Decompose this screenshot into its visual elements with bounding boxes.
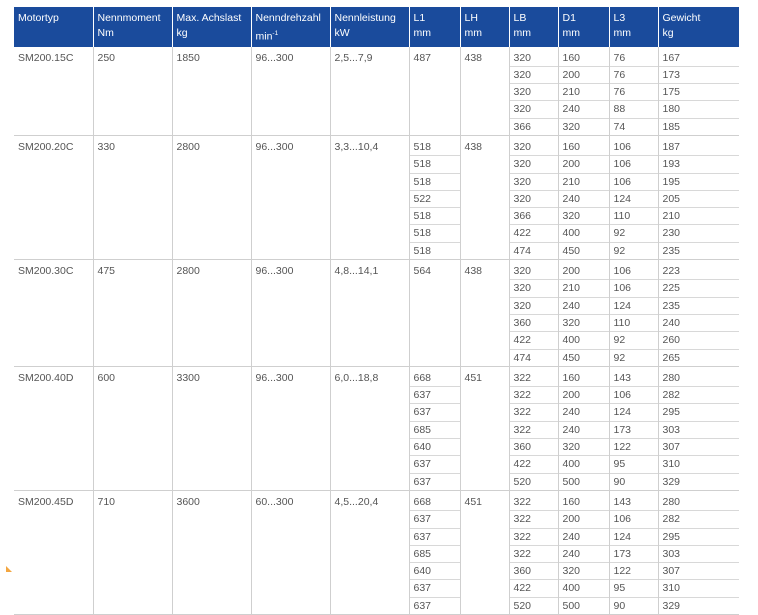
- cell-value: 180: [659, 100, 740, 117]
- cell-value: 90: [610, 597, 658, 614]
- cell-value: 307: [659, 438, 740, 455]
- cell-value: 92: [610, 331, 658, 348]
- cell-value: 124: [610, 403, 658, 420]
- cell-value: 668: [413, 495, 432, 508]
- cell-value: 160: [562, 371, 581, 384]
- cell-value: 106: [610, 279, 658, 296]
- cell-value: 225: [659, 279, 740, 296]
- cell-value: 240: [559, 528, 609, 545]
- cell-value: 320: [510, 279, 558, 296]
- cell-power: 4,5...20,4: [330, 490, 409, 614]
- cell-value: 210: [559, 173, 609, 190]
- column-header-label: D1: [562, 12, 576, 24]
- cell-value: 500: [559, 597, 609, 614]
- cell-weight: [658, 135, 739, 259]
- cell-lh: [460, 135, 509, 259]
- cell-value: 160: [562, 140, 581, 153]
- cell-value: 322: [510, 421, 558, 438]
- column-header-unit: [335, 26, 405, 41]
- column-header-label: Nennmoment: [97, 12, 161, 24]
- cell-value: 320: [510, 83, 558, 100]
- cell-power: 4,8...14,1: [330, 260, 409, 367]
- cell-value: 438: [464, 265, 483, 278]
- cell-value: 160: [562, 495, 581, 508]
- cell-value: 320: [559, 562, 609, 579]
- cell-value: 322: [513, 371, 532, 384]
- cell-value: 260: [659, 331, 740, 348]
- cell-value: 310: [659, 579, 740, 596]
- cell-value: 422: [510, 224, 558, 241]
- cell-value: 637: [410, 579, 460, 596]
- cell-torque: 710: [93, 490, 172, 614]
- cell-value: 143: [613, 495, 632, 508]
- table-row: [14, 366, 739, 490]
- cell-value: 235: [659, 297, 740, 314]
- cell-value: 106: [613, 140, 632, 153]
- cell-torque: 475: [93, 260, 172, 367]
- cell-type: SM200.15C: [14, 47, 93, 136]
- motor-spec-table: [14, 7, 739, 615]
- cell-value: 360: [510, 314, 558, 331]
- cell-l3: [609, 135, 658, 259]
- corner-marker-icon: [6, 566, 12, 572]
- column-header: [558, 7, 609, 47]
- cell-value: 400: [559, 579, 609, 596]
- cell-l1: [409, 366, 460, 490]
- cell-l3: [609, 260, 658, 367]
- cell-value: 320: [513, 140, 532, 153]
- cell-value: 193: [659, 155, 740, 172]
- cell-value: 90: [610, 473, 658, 490]
- column-header-label: Gewicht: [662, 12, 701, 24]
- cell-value: 210: [659, 207, 740, 224]
- cell-value: 210: [559, 83, 609, 100]
- cell-value: 322: [510, 386, 558, 403]
- column-header-label: Nennleistung: [334, 12, 396, 24]
- cell-lb: [509, 135, 558, 259]
- unit-text: mm: [613, 27, 631, 39]
- cell-value: 320: [510, 66, 558, 83]
- cell-value: 106: [613, 265, 632, 278]
- cell-value: 360: [510, 438, 558, 455]
- cell-value: 640: [410, 562, 460, 579]
- cell-value: 167: [662, 51, 681, 64]
- cell-speed: 96...300: [251, 47, 330, 136]
- cell-weight: [658, 260, 739, 367]
- table-row: [14, 47, 739, 136]
- column-header-unit: [414, 26, 456, 41]
- cell-value: 329: [659, 473, 740, 490]
- cell-value: 520: [510, 473, 558, 490]
- cell-value: 320: [559, 118, 609, 135]
- cell-weight: [658, 47, 739, 136]
- column-header: [93, 7, 172, 47]
- column-header: [172, 7, 251, 47]
- cell-value: 518: [410, 224, 460, 241]
- column-header: [409, 7, 460, 47]
- cell-value: 564: [413, 265, 432, 278]
- unit-text: kg: [176, 27, 188, 39]
- cell-value: 668: [413, 371, 432, 384]
- cell-value: 518: [410, 155, 460, 172]
- column-header-unit: [514, 26, 554, 41]
- unit-text: kg: [662, 27, 674, 39]
- cell-value: 320: [513, 51, 532, 64]
- column-header-label: Motortyp: [18, 12, 59, 24]
- cell-speed: 96...300: [251, 260, 330, 367]
- table-row: [14, 490, 739, 614]
- cell-d1: [558, 366, 609, 490]
- cell-value: 422: [510, 331, 558, 348]
- cell-type: SM200.30C: [14, 260, 93, 367]
- cell-value: 500: [559, 473, 609, 490]
- cell-value: 637: [410, 403, 460, 420]
- cell-value: 637: [410, 597, 460, 614]
- cell-value: 360: [510, 562, 558, 579]
- cell-value: 451: [464, 495, 483, 508]
- cell-value: 637: [410, 455, 460, 472]
- cell-value: 685: [410, 421, 460, 438]
- cell-value: 95: [610, 579, 658, 596]
- column-header: [460, 7, 509, 47]
- unit-text: kW: [334, 27, 350, 39]
- cell-l3: [609, 366, 658, 490]
- cell-lb: [509, 490, 558, 614]
- cell-value: 280: [662, 495, 681, 508]
- cell-l3: [609, 490, 658, 614]
- cell-d1: [558, 260, 609, 367]
- cell-type: SM200.20C: [14, 135, 93, 259]
- column-header-unit: [614, 26, 654, 41]
- table-row: [14, 260, 739, 367]
- cell-value: 240: [659, 314, 740, 331]
- cell-value: 366: [510, 207, 558, 224]
- cell-value: 303: [659, 421, 740, 438]
- cell-value: 195: [659, 173, 740, 190]
- cell-speed: 60...300: [251, 490, 330, 614]
- column-header-unit: [177, 26, 247, 41]
- table-header: [14, 7, 739, 47]
- cell-value: 400: [559, 224, 609, 241]
- table-body: [14, 47, 739, 615]
- cell-value: 518: [410, 207, 460, 224]
- cell-value: 320: [510, 173, 558, 190]
- cell-value: 106: [610, 173, 658, 190]
- cell-l1: [409, 47, 460, 136]
- unit-text: Nm: [97, 27, 114, 39]
- column-header-unit: [563, 26, 605, 41]
- cell-value: 106: [610, 386, 658, 403]
- cell-value: 200: [559, 66, 609, 83]
- cell-torque: 330: [93, 135, 172, 259]
- cell-value: 124: [610, 297, 658, 314]
- cell-lh: [460, 366, 509, 490]
- column-header: [658, 7, 739, 47]
- cell-power: 6,0...18,8: [330, 366, 409, 490]
- cell-speed: 96...300: [251, 135, 330, 259]
- cell-value: 322: [510, 528, 558, 545]
- cell-value: 240: [559, 297, 609, 314]
- cell-value: 518: [413, 140, 432, 153]
- cell-value: 76: [613, 51, 626, 64]
- cell-value: 303: [659, 545, 740, 562]
- cell-value: 295: [659, 403, 740, 420]
- cell-value: 240: [559, 190, 609, 207]
- cell-value: 322: [510, 403, 558, 420]
- cell-weight: [658, 490, 739, 614]
- cell-d1: [558, 490, 609, 614]
- column-header-unit: [98, 26, 168, 41]
- header-row: [14, 7, 739, 47]
- column-header-label: Max. Achslast: [176, 12, 242, 24]
- cell-value: 487: [413, 51, 432, 64]
- cell-value: 522: [410, 190, 460, 207]
- column-header-unit: [663, 26, 736, 41]
- cell-lh: [460, 47, 509, 136]
- unit-text: mm: [413, 27, 431, 39]
- cell-value: 173: [610, 545, 658, 562]
- unit-text: mm: [464, 27, 482, 39]
- cell-l1: [409, 490, 460, 614]
- cell-lh: [460, 490, 509, 614]
- cell-power: 2,5...7,9: [330, 47, 409, 136]
- cell-value: 173: [610, 421, 658, 438]
- cell-value: 200: [559, 386, 609, 403]
- cell-value: 307: [659, 562, 740, 579]
- cell-value: 320: [510, 155, 558, 172]
- cell-speed: 96...300: [251, 366, 330, 490]
- cell-d1: [558, 47, 609, 136]
- cell-axle-load: 3300: [172, 366, 251, 490]
- cell-value: 240: [559, 100, 609, 117]
- cell-lb: [509, 366, 558, 490]
- cell-value: 240: [559, 545, 609, 562]
- cell-value: 143: [613, 371, 632, 384]
- unit-text: mm: [562, 27, 580, 39]
- cell-value: 474: [510, 242, 558, 259]
- cell-value: 320: [559, 207, 609, 224]
- cell-value: 400: [559, 455, 609, 472]
- cell-value: 295: [659, 528, 740, 545]
- column-header: [330, 7, 409, 47]
- cell-power: 3,3...10,4: [330, 135, 409, 259]
- cell-value: 240: [559, 421, 609, 438]
- cell-value: 223: [662, 265, 681, 278]
- cell-value: 320: [559, 438, 609, 455]
- cell-value: 185: [659, 118, 740, 135]
- cell-value: 187: [662, 140, 681, 153]
- cell-value: 422: [510, 455, 558, 472]
- cell-value: 637: [410, 473, 460, 490]
- cell-value: 366: [510, 118, 558, 135]
- cell-value: 160: [562, 51, 581, 64]
- cell-value: 200: [559, 155, 609, 172]
- cell-axle-load: 2800: [172, 135, 251, 259]
- cell-value: 320: [510, 100, 558, 117]
- cell-value: 124: [610, 528, 658, 545]
- cell-l1: [409, 135, 460, 259]
- cell-value: 637: [410, 510, 460, 527]
- cell-value: 320: [559, 314, 609, 331]
- cell-value: 640: [410, 438, 460, 455]
- column-header-label: L1: [413, 12, 426, 24]
- cell-lh: [460, 260, 509, 367]
- cell-value: 422: [510, 579, 558, 596]
- cell-value: 173: [659, 66, 740, 83]
- cell-value: 74: [610, 118, 658, 135]
- cell-value: 322: [510, 510, 558, 527]
- cell-value: 282: [659, 510, 740, 527]
- cell-value: 451: [464, 371, 483, 384]
- cell-value: 200: [562, 265, 581, 278]
- cell-value: 76: [610, 83, 658, 100]
- column-header-label: L3: [613, 12, 626, 24]
- column-header: [509, 7, 558, 47]
- column-header: [609, 7, 658, 47]
- cell-value: 637: [410, 528, 460, 545]
- cell-value: 310: [659, 455, 740, 472]
- cell-lb: [509, 260, 558, 367]
- cell-value: 95: [610, 455, 658, 472]
- cell-value: 76: [610, 66, 658, 83]
- cell-value: 106: [610, 155, 658, 172]
- cell-value: 88: [610, 100, 658, 117]
- cell-value: 518: [410, 173, 460, 190]
- unit-text: min: [255, 30, 273, 43]
- cell-value: 320: [510, 190, 558, 207]
- unit-exponent: -1: [272, 30, 279, 37]
- column-header: [14, 7, 93, 47]
- cell-value: 450: [559, 242, 609, 259]
- cell-l3: [609, 47, 658, 136]
- cell-value: 322: [513, 495, 532, 508]
- cell-value: 329: [659, 597, 740, 614]
- cell-value: 320: [510, 297, 558, 314]
- cell-value: 438: [464, 51, 483, 64]
- cell-value: 106: [610, 510, 658, 527]
- cell-d1: [558, 135, 609, 259]
- cell-value: 322: [510, 545, 558, 562]
- cell-axle-load: 3600: [172, 490, 251, 614]
- cell-value: 474: [510, 349, 558, 366]
- cell-weight: [658, 366, 739, 490]
- cell-value: 200: [559, 510, 609, 527]
- cell-value: 520: [510, 597, 558, 614]
- cell-value: 235: [659, 242, 740, 259]
- column-header-label: Nenndrehzahl: [255, 12, 321, 24]
- column-header-unit: [465, 26, 505, 41]
- cell-value: 110: [610, 207, 658, 224]
- cell-torque: 600: [93, 366, 172, 490]
- column-header: [251, 7, 330, 47]
- column-header-unit: [256, 26, 326, 45]
- cell-value: 205: [659, 190, 740, 207]
- cell-value: 124: [610, 190, 658, 207]
- column-header-label: LB: [513, 12, 527, 24]
- cell-value: 230: [659, 224, 740, 241]
- cell-value: 685: [410, 545, 460, 562]
- cell-value: 122: [610, 438, 658, 455]
- cell-value: 450: [559, 349, 609, 366]
- cell-axle-load: 2800: [172, 260, 251, 367]
- cell-value: 92: [610, 224, 658, 241]
- cell-value: 637: [410, 386, 460, 403]
- cell-axle-load: 1850: [172, 47, 251, 136]
- cell-lb: [509, 47, 558, 136]
- cell-value: 110: [610, 314, 658, 331]
- cell-value: 92: [610, 349, 658, 366]
- cell-value: 282: [659, 386, 740, 403]
- cell-value: 265: [659, 349, 740, 366]
- cell-torque: 250: [93, 47, 172, 136]
- cell-value: 92: [610, 242, 658, 259]
- cell-type: SM200.40D: [14, 366, 93, 490]
- cell-value: 400: [559, 331, 609, 348]
- cell-value: 210: [559, 279, 609, 296]
- cell-value: 280: [662, 371, 681, 384]
- cell-l1: [409, 260, 460, 367]
- column-header-label: LH: [464, 12, 478, 24]
- cell-value: 175: [659, 83, 740, 100]
- unit-text: mm: [513, 27, 531, 39]
- cell-value: 320: [513, 265, 532, 278]
- cell-type: SM200.45D: [14, 490, 93, 614]
- table-row: [14, 135, 739, 259]
- cell-value: 438: [464, 140, 483, 153]
- cell-value: 122: [610, 562, 658, 579]
- cell-value: 518: [410, 242, 460, 259]
- cell-value: 240: [559, 403, 609, 420]
